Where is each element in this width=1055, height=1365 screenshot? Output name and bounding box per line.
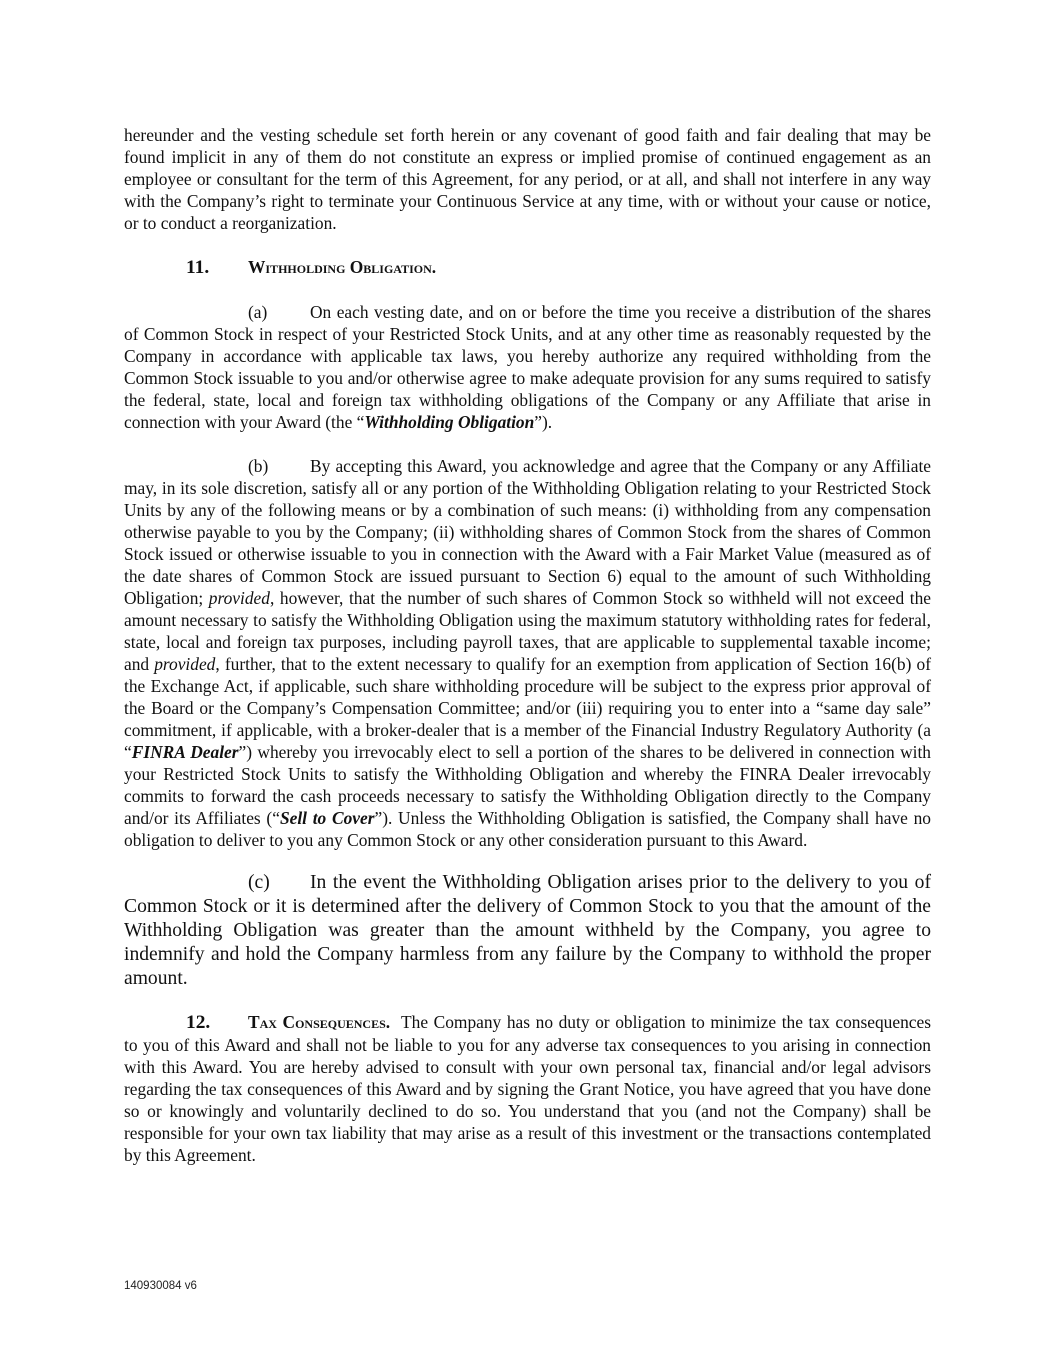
- section-11-c-label: (c): [248, 872, 270, 893]
- section-11-b-text-2: , however, that the number of such shares of Common Stock so withheld will not exceed the amount necessary to satisfy the Withholding Obligation using the maximum statutory withholding rates for federal, state, local and foreign tax purposes, including payroll taxes, that are applicable to supplemental taxable income; and: [124, 588, 931, 674]
- section-11-a-text: On each vesting date, and on or before the time you receive a distribution of the shares of Common Stock in respect of your Restricted Stock Units, and at any other time as reasonably requested by the Company in accordance with applicable tax laws, you hereby authorize any required withholding from the Common Stock issuable to you and/or otherwise agree to make adequate provision for any sums required to satisfy the federal, state, local and foreign tax withholding obligations of the Company or any Affiliate that arise in connection with your Award (the “: [124, 302, 931, 432]
- section-11-b-text-3: , further, that to the extent necessary to qualify for an exemption from application of Section 16(b) of the Exchange Act, if applicable, such share withholding procedure will be subject to the express prior approval of the Board or the Company’s Compensation Committee; and/or (iii) requiring you to enter into a “same day sale” commitment, if applicable, with a broker-dealer that is a member of the Financial Industry Regulatory Authority (a “: [124, 654, 931, 762]
- section-11-b-text-1: By accepting this Award, you acknowledge and agree that the Company or any Affiliate may, in its sole discretion, satisfy all or any portion of the Withholding Obligation relating to your Restricted Stock Units by any of the following means or by a combination of such means: (i) withholding from any compensation otherwise payable to you by the Company; (ii) withholding shares of Common Stock from the shares of Common Stock issued or otherwise issuable to you in connection with the Award with a Fair Market Value (measured as of the date shares of Common Stock are issued pursuant to Section 6) equal to the amount of such Withholding Obligation;: [124, 456, 931, 608]
- provided-term-2: provided: [154, 654, 216, 674]
- section-11-title: Withholding Obligation.: [248, 257, 437, 277]
- provided-term-1: provided: [208, 588, 270, 608]
- top-paragraph: hereunder and the vesting schedule set forth herein or any covenant of good faith and fair dealing that may be found implicit in any of them do not constitute an express or implied promise of continued engagement as an employee or consultant for the term of this Agreement, for any period, or at all, and shall not interfere in any way with the Company’s right to terminate your Continuous Service at any time, with or without your cause or notice, or to conduct a reorganization.: [124, 125, 931, 233]
- section-12-number: 12.: [186, 1012, 211, 1033]
- term-sell-to-cover: Sell to Cover: [279, 808, 375, 828]
- section-11-heading: [124, 256, 931, 279]
- section-11-b-text-4: ”) whereby you irrevocably elect to sell a portion of the shares to be delivered in connection with your Restricted Stock Units to satisfy the Withholding Obligation and whereby the FINRA Dealer irrevocably commits to forward the cash proceeds necessary to satisfy the Withholding Obligation directly to the Company and/or its Affiliates (“: [124, 742, 931, 828]
- section-11-a-label: (a): [248, 302, 268, 322]
- term-withholding-obligation: Withholding Obligation: [364, 412, 535, 432]
- section-11-b: [124, 455, 931, 851]
- section-11-a: [124, 301, 931, 433]
- section-11-b-label: (b): [248, 456, 269, 476]
- document-id-footer: 140930084 v6: [124, 1280, 197, 1292]
- section-11-b-text-5: ”). Unless the Withholding Obligation is satisfied, the Company shall have no obligation to deliver to you any Common Stock or any other consideration pursuant to this Award.: [124, 808, 931, 850]
- section-12-title: Tax Consequences.: [248, 1012, 391, 1032]
- document-page: [124, 124, 931, 1166]
- section-12: [124, 1011, 931, 1166]
- section-11-c-text: In the event the Withholding Obligation arises prior to the delivery to you of Common Stock or it is determined after the delivery of Common Stock to you that the amount of the Withholding Obligation was greater than the amount withheld by the Company, you agree to indemnify and hold the Company harmless from any failure by the Company to withhold the proper amount.: [124, 872, 931, 989]
- section-11-number: 11.: [186, 257, 210, 278]
- section-11-a-text-end: ”).: [534, 412, 553, 432]
- section-11-c: [124, 871, 931, 991]
- term-finra-dealer: FINRA Dealer: [131, 742, 239, 762]
- section-12-text: The Company has no duty or obligation to minimize the tax consequences to you of this Award and shall not be liable to you for any adverse tax consequences to you arising in connection with this Award. You are hereby advised to consult with your own personal tax, financial and/or legal advisors regarding the tax consequences of this Award and by signing the Grant Notice, you have agreed that you have done so or knowingly and voluntarily declined to do so. You understand that you (and not the Company) shall be responsible for your own tax liability that may arise as a result of this investment or the transactions contemplated by this Agreement.: [124, 1012, 931, 1165]
